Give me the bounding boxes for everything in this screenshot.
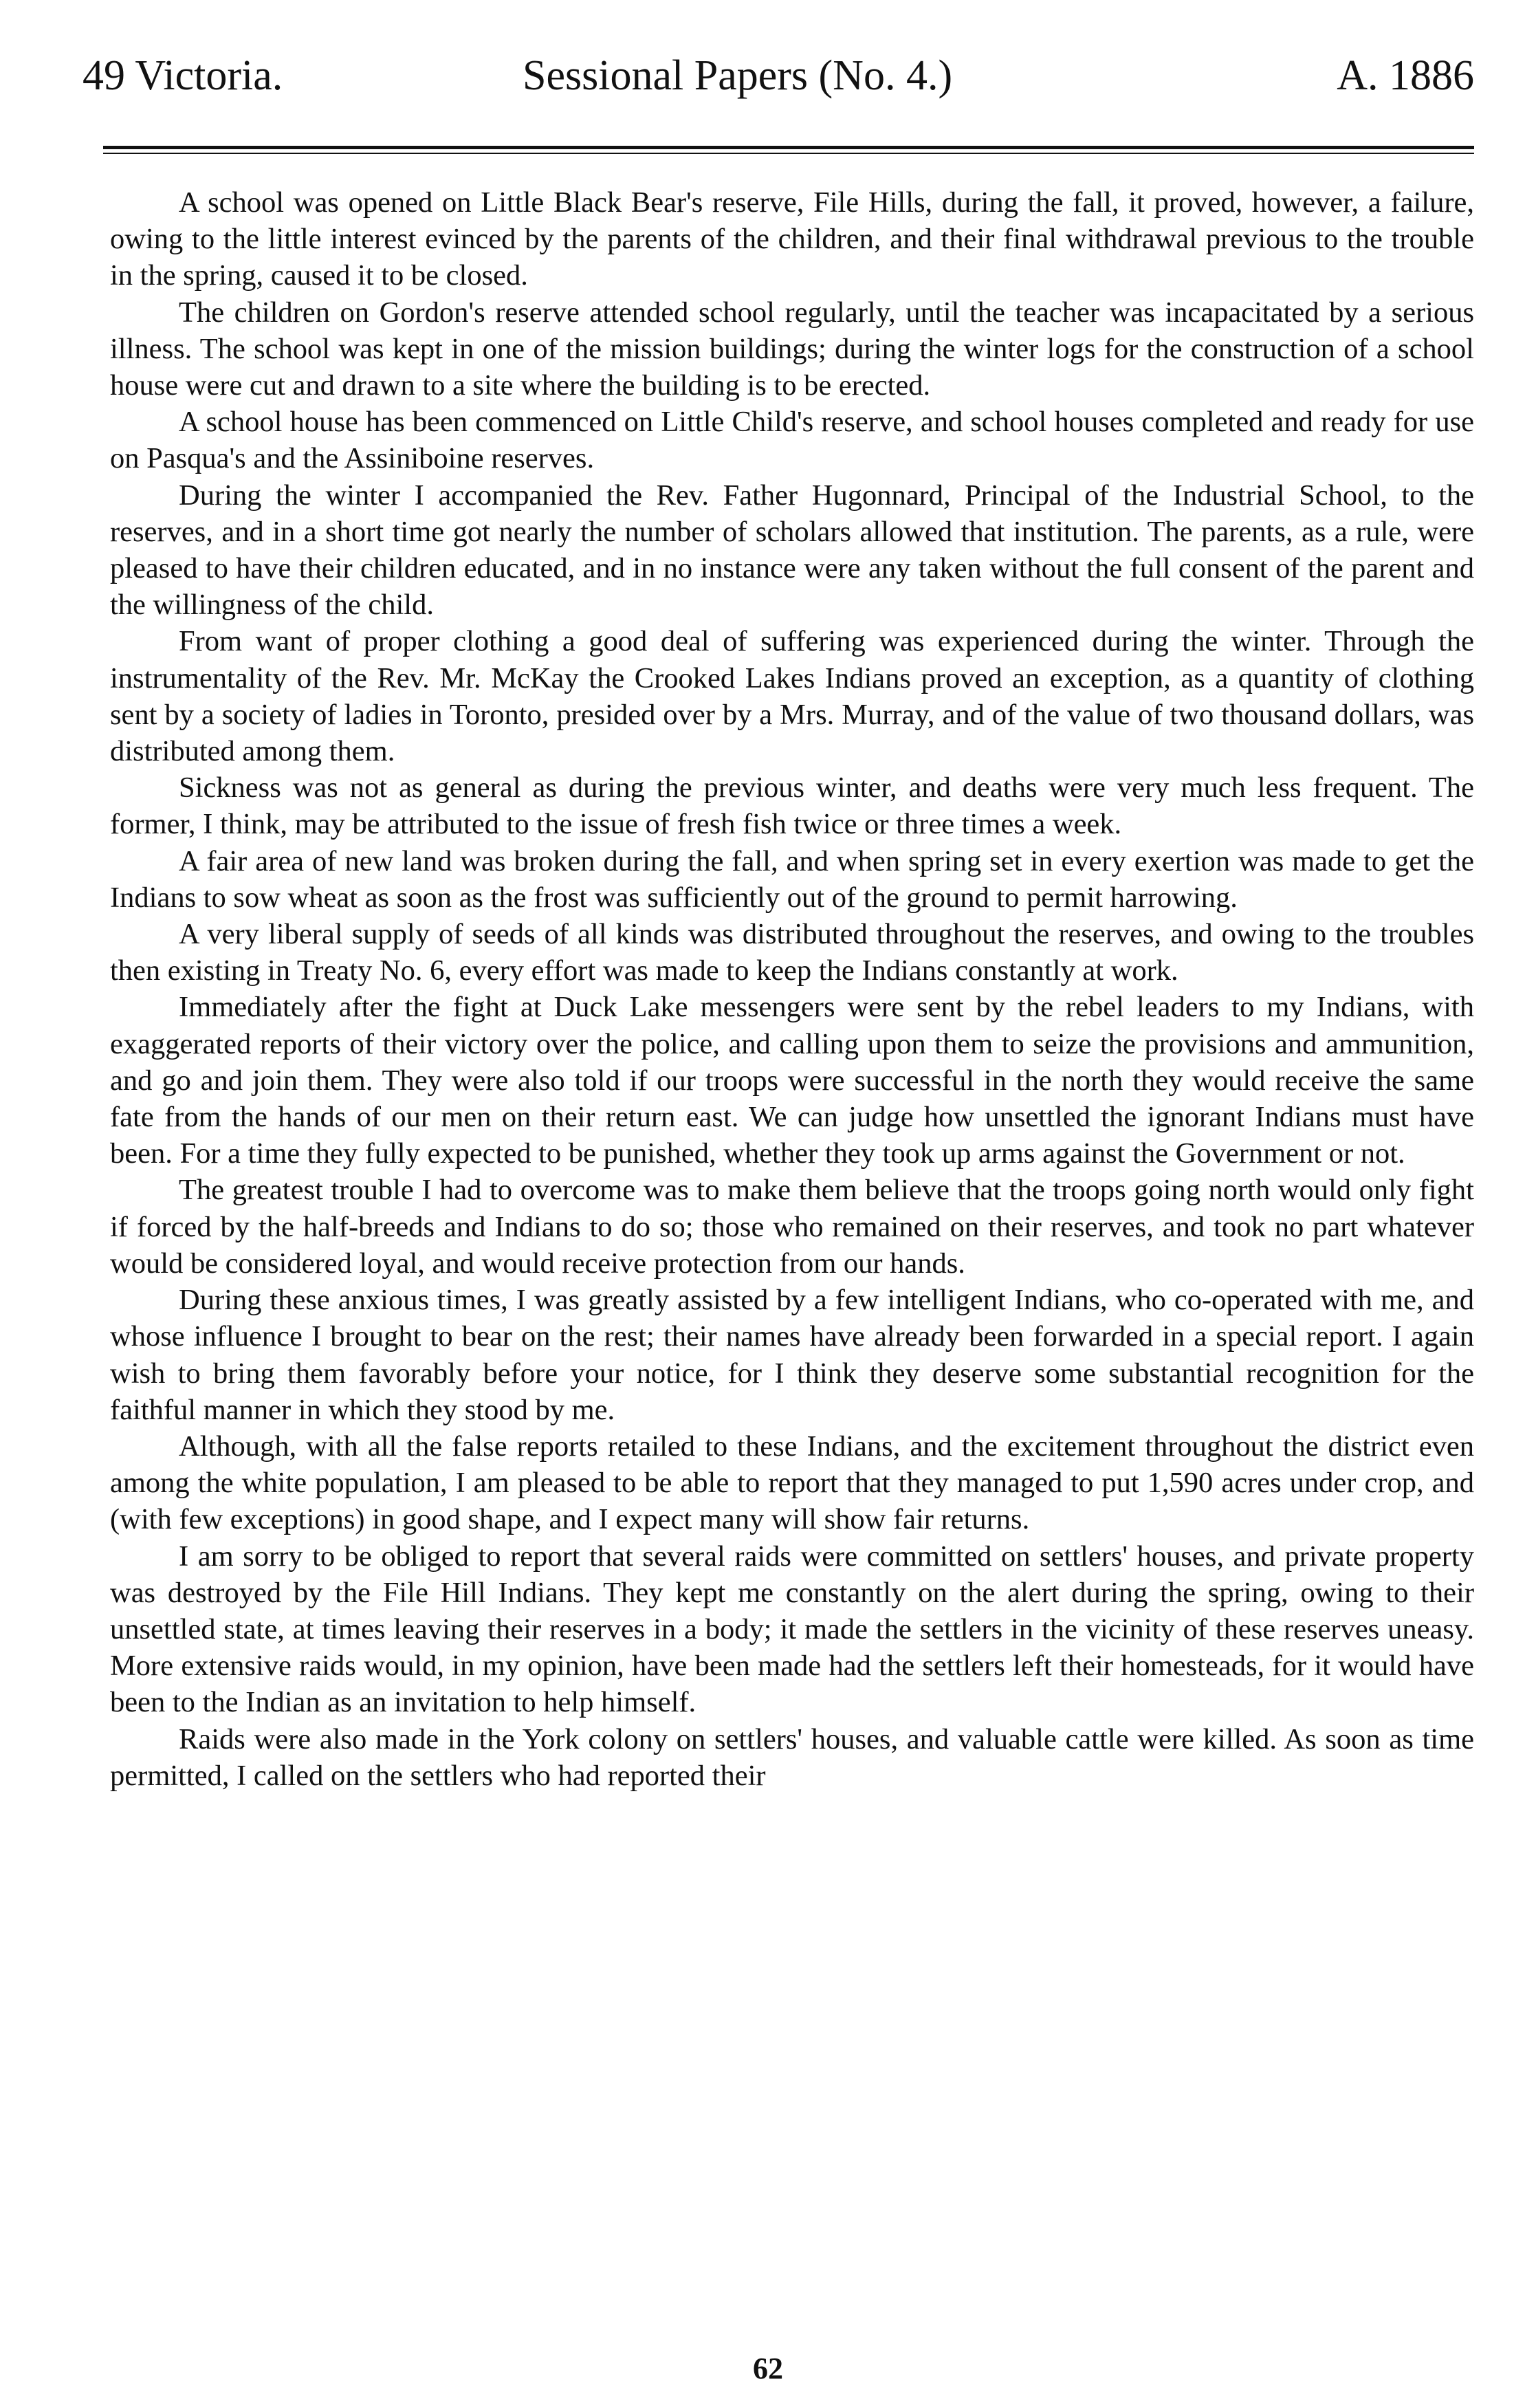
paragraph-raids-york-colony: Raids were also made in the York colony on settlers' houses, and valuable cattle were killed. As soon as time permitted, I called on the settlers who had reported their: [110, 1722, 1474, 1792]
report-body: [110, 184, 1474, 1794]
paragraph-new-land: A fair area of new land was broken during the fall, and when spring set in every exertion was made to get the Indians to sow wheat as soon as the frost was sufficiently out of the ground to permit harrowing.: [110, 844, 1474, 914]
header-year: A. 1886: [1337, 52, 1474, 99]
header-session: 49 Victoria.: [83, 52, 283, 99]
paragraph-sickness: Sickness was not as general as during the previous winter, and deaths were very much less frequent. The former, I think, may be attributed to the issue of fresh fish twice or three times a week.: [110, 771, 1474, 841]
paragraph-industrial-school: During the winter I accompanied the Rev. Father Hugonnard, Principal of the Industrial School, to the reserves, and in a short time got nearly the number of scholars allowed that institution. The parents, as a rule, were pleased to have their children educated, and in no instance were any taken without the full consent of the parent and the willingness of the child.: [110, 479, 1474, 622]
page-number: 62: [753, 2352, 783, 2385]
paragraph-raids-file-hill: I am sorry to be obliged to report that several raids were committed on settlers' houses, and private property was destroyed by the File Hill Indians. They kept me constantly on the alert during the spring, owing to their unsettled state, at times leaving their reserves in a body; it made the settlers in the vicinity of these reserves uneasy. More extensive raids would, in my opinion, have been made had the settlers left their homesteads, for it would have been to the Indian as an invitation to help himself.: [110, 1540, 1474, 1719]
header-publication: Sessional Papers (No. 4.): [523, 52, 953, 99]
paragraph-troops: The greatest trouble I had to overcome was to make them believe that the troops going north would only fight if forced by the half-breeds and Indians to do so; those who remained on their reserves, and took no part whatever would be considered loyal, and would receive protection from our hands.: [110, 1174, 1474, 1280]
header-rule-thick: [103, 146, 1474, 149]
paragraph-crop: Although, with all the false reports retailed to these Indians, and the excitement throughout the district even among the white population, I am pleased to be able to report that they managed to put 1,590 acres under crop, and (with few exceptions) in good shape, and I expect many will show fair returns.: [110, 1430, 1474, 1536]
paragraph-seeds: A very liberal supply of seeds of all kinds was distributed throughout the reserves, and owing to the troubles then existing in Treaty No. 6, every effort was made to keep the Indians constantly at work.: [110, 918, 1474, 987]
paragraph-school-houses: A school house has been commenced on Little Child's reserve, and school houses completed and ready for use on Pasqua's and the Assiniboine reserves.: [110, 406, 1474, 475]
page-header: [83, 48, 1474, 117]
paragraph-school-gordon: The children on Gordon's reserve attended school regularly, until the teacher was incapacitated by a serious illness. The school was kept in one of the mission buildings; during the winter logs for the construction of a school house were cut and drawn to a site where the building is to be erected.: [110, 296, 1474, 402]
paragraph-intelligent-indians: During these anxious times, I was greatly assisted by a few intelligent Indians, who co-operated with me, and whose influence I brought to bear on the rest; their names have already been forwarded in a special report. I again wish to bring them favorably before your notice, for I think they deserve some substantial recognition for the faithful manner in which they stood by me.: [110, 1284, 1474, 1426]
header-rule-thin: [103, 153, 1474, 154]
paragraph-duck-lake: Immediately after the fight at Duck Lake messengers were sent by the rebel leaders to my Indians, with exaggerated reports of their victory over the police, and calling upon them to seize the provisions and ammunition, and go and join them. They were also told if our troops were successful in the north they would receive the same fate from the hands of our men on their return east. We can judge how unsettled the ignorant Indians must have been. For a time they fully expected to be punished, whether they took up arms against the Government or not.: [110, 991, 1474, 1170]
paragraph-school-little-black-bear: A school was opened on Little Black Bear's reserve, File Hills, during the fall, it proved, however, a failure, owing to the little interest evinced by the parents of the children, and their final withdrawal previous to the trouble in the spring, caused it to be closed.: [110, 186, 1474, 292]
paragraph-clothing: From want of proper clothing a good deal of suffering was experienced during the winter. Through the instrumentality of the Rev. Mr. McKay the Crooked Lakes Indians proved an exception, as a quantity of clothing sent by a society of ladies in Toronto, presided over by a Mrs. Murray, and of the value of two thousand dollars, was distributed among them.: [110, 625, 1474, 768]
